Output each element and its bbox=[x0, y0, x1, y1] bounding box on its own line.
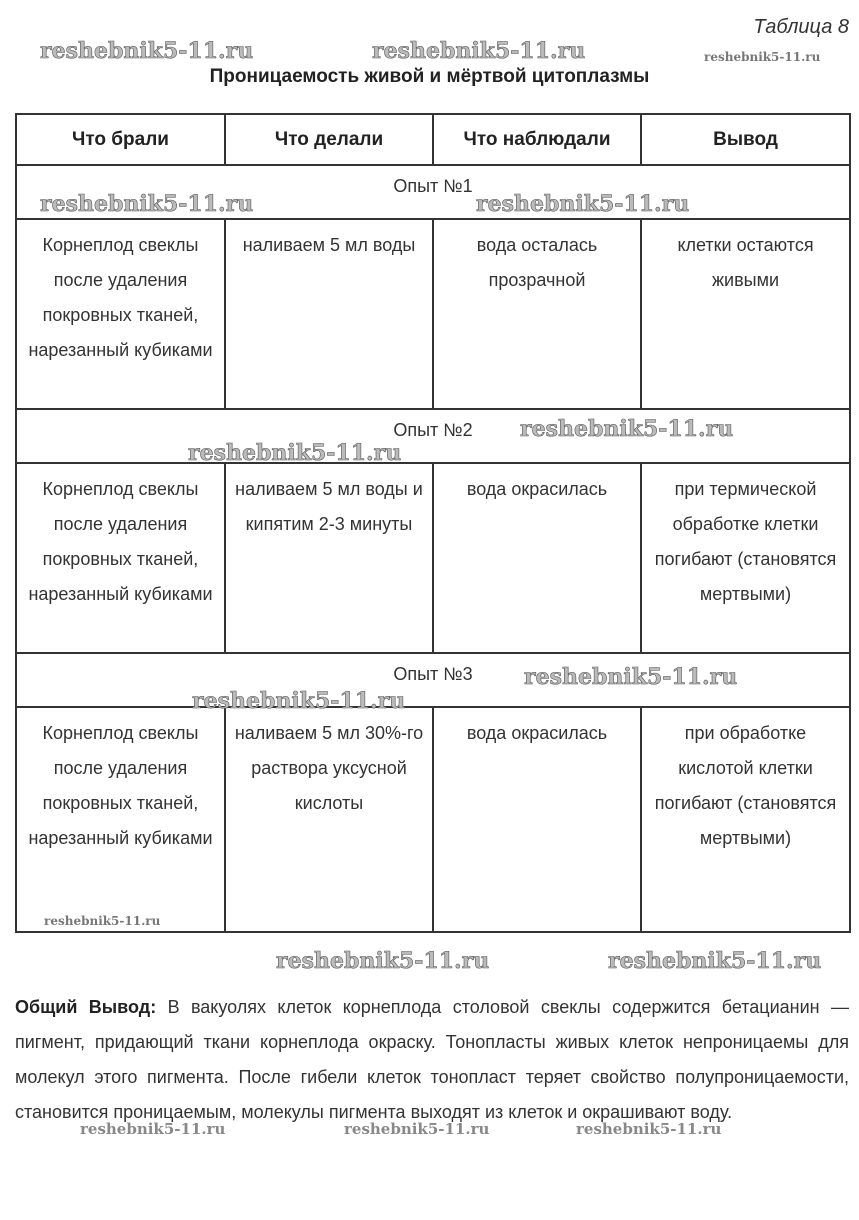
header-row bbox=[16, 114, 850, 165]
watermark: reshebnik5-11.ru bbox=[188, 440, 402, 466]
watermark: reshebnik5-11.ru bbox=[40, 38, 254, 64]
table-number: Таблица 8 bbox=[753, 16, 849, 38]
conclusion-text: В вакуолях клеток корнеплода столовой свеклы содержится бетацианин — пигмент, придающий ткани корнеплода окраску. Тонопласты живых клеток непроницаемы для молекул этого пигмента. После гибели клеток тонопласт теряет свойство полупроницаемости, становится проницаемым, молекулы пигмента выходят из клеток и окрашивают воду. bbox=[15, 997, 849, 1122]
table-row bbox=[16, 219, 850, 409]
table-row bbox=[16, 463, 850, 653]
experiment-label: Опыт №1 bbox=[16, 165, 850, 219]
watermark: reshebnik5-11.ru bbox=[372, 38, 586, 64]
cell-conclusion: клетки остаются живыми bbox=[641, 219, 850, 409]
watermark: reshebnik5-11.ru bbox=[608, 948, 822, 974]
cell-conclusion: при обработке кислотой клетки погибают (становятся мертвыми) bbox=[641, 707, 850, 932]
cell-observed: вода окрасилась bbox=[433, 707, 641, 932]
watermark: reshebnik5-11.ru bbox=[44, 914, 161, 928]
page-title: Проницаемость живой и мёртвой цитоплазмы bbox=[209, 66, 650, 87]
cell-observed: вода окрасилась bbox=[433, 463, 641, 653]
cell-conclusion: при термической обработке клетки погибают (становятся мертвыми) bbox=[641, 463, 850, 653]
watermark: reshebnik5-11.ru bbox=[576, 1120, 722, 1138]
cell-taken: Корнеплод свеклы после удаления покровных тканей, нарезанный кубиками bbox=[16, 463, 225, 653]
watermark: reshebnik5-11.ru bbox=[40, 191, 254, 217]
header-what-observed: Что наблюдали bbox=[433, 114, 641, 165]
watermark: reshebnik5-11.ru bbox=[524, 664, 738, 690]
experiment-label: Опыт №3 bbox=[16, 653, 850, 707]
cell-done: наливаем 5 мл воды bbox=[225, 219, 433, 409]
header-conclusion: Вывод bbox=[641, 114, 850, 165]
watermark: reshebnik5-11.ru bbox=[476, 191, 690, 217]
general-conclusion bbox=[15, 990, 849, 1130]
watermark: reshebnik5-11.ru bbox=[80, 1120, 226, 1138]
cell-done: наливаем 5 мл 30%-го раствора уксусной кислоты bbox=[225, 707, 433, 932]
header-what-done: Что делали bbox=[225, 114, 433, 165]
watermark: reshebnik5-11.ru bbox=[192, 688, 406, 714]
watermark: reshebnik5-11.ru bbox=[344, 1120, 490, 1138]
cell-done: наливаем 5 мл воды и кипятим 2-3 минуты bbox=[225, 463, 433, 653]
experiment-label: Опыт №2 bbox=[16, 409, 850, 463]
watermark: reshebnik5-11.ru bbox=[276, 948, 490, 974]
cell-taken: Корнеплод свеклы после удаления покровных тканей, нарезанный кубиками bbox=[16, 219, 225, 409]
watermark: reshebnik5-11.ru bbox=[520, 416, 734, 442]
conclusion-label: Общий Вывод: bbox=[15, 997, 157, 1017]
cell-observed: вода осталась прозрачной bbox=[433, 219, 641, 409]
cell-taken: Корнеплод свеклы после удаления покровных тканей, нарезанный кубиками bbox=[16, 707, 225, 932]
table-row bbox=[16, 707, 850, 932]
results-table bbox=[15, 113, 851, 933]
header-what-taken: Что брали bbox=[16, 114, 225, 165]
watermark: reshebnik5-11.ru bbox=[704, 50, 821, 64]
